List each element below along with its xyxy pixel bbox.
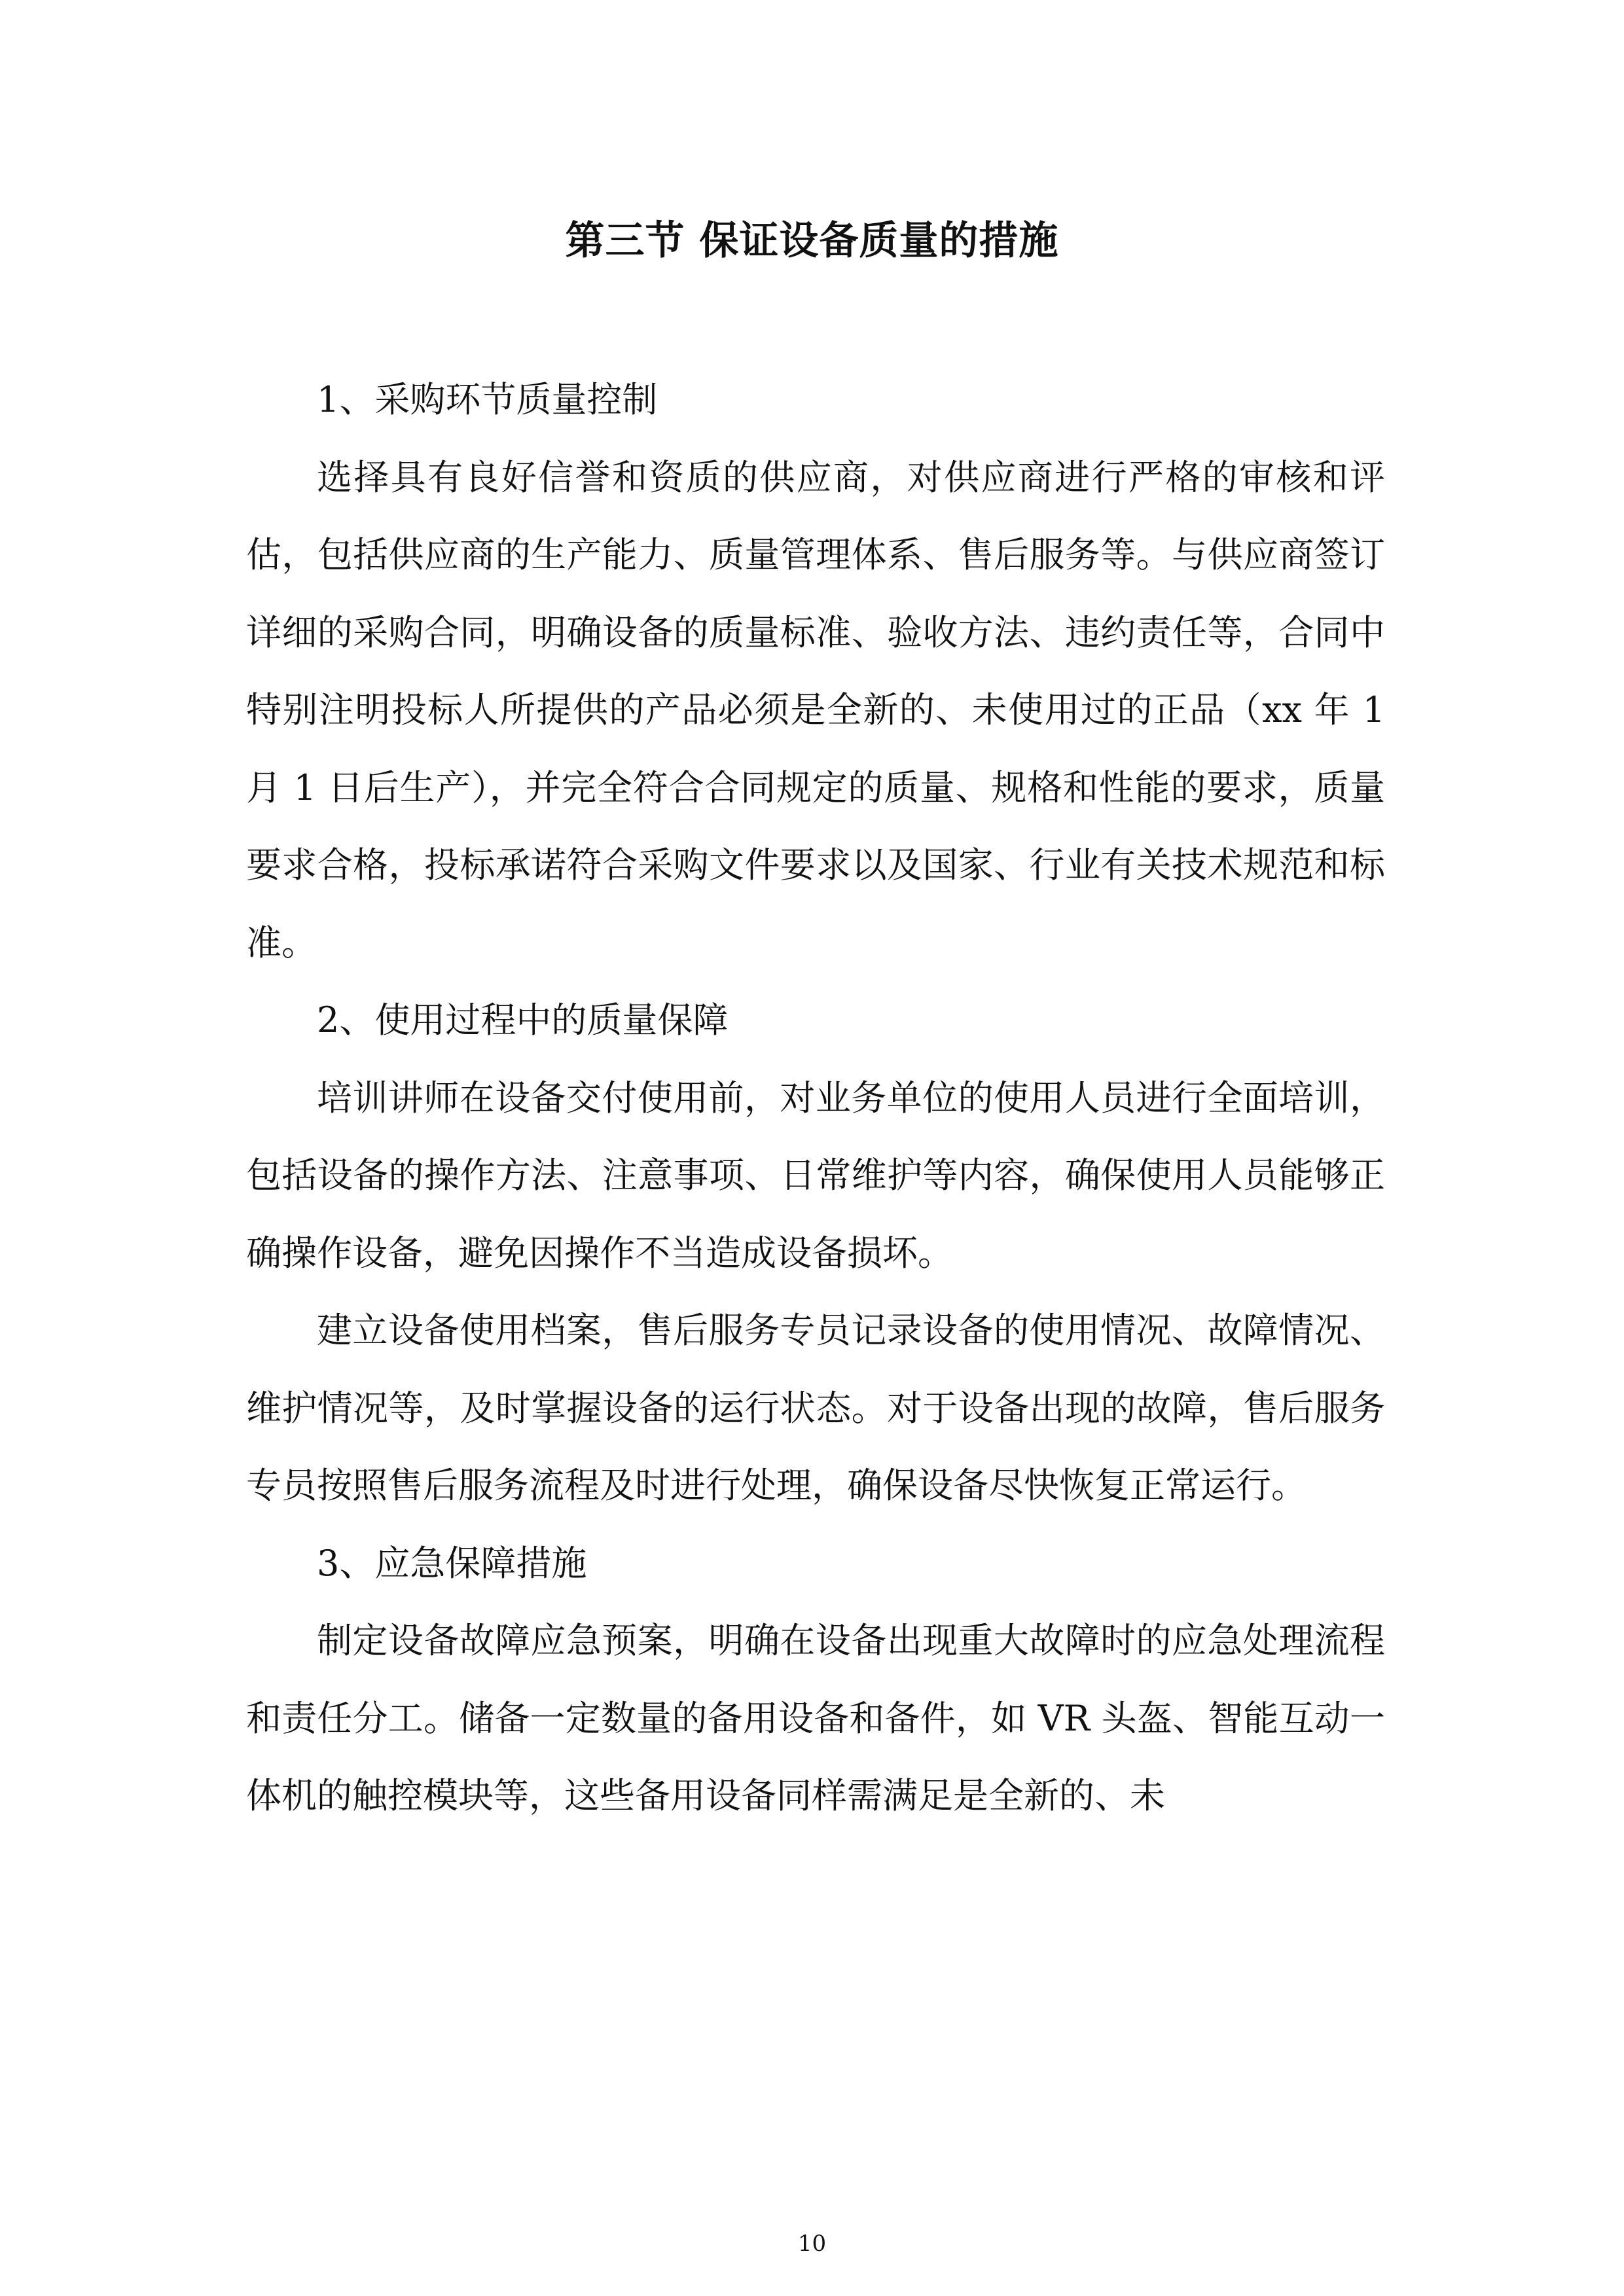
- page-number: 10: [797, 2231, 827, 2257]
- paragraph-supplier-selection: 选择具有良好信誉和资质的供应商，对供应商进行严格的审核和评估，包括供应商的生产能力、质量管理体系、售后服务等。与供应商签订详细的采购合同，明确设备的质量标准、验收方法、违约责任等，合同中特别注明投标人所提供的产品必须是全新的、未使用过的正品（xx 年 1 月 1 日后生产），并完全符合合同规定的质量、规格和性能的要求，质量要求合格，投标承诺符合采购文件要求以及国家、行业有关技术规范和标准。: [246, 456, 1385, 963]
- document-body: [246, 361, 1385, 1835]
- subheading-usage-quality: 2、使用过程中的质量保障: [317, 999, 729, 1041]
- subheading-procurement: 1、采购环节质量控制: [317, 379, 658, 420]
- paragraph-emergency-plan: 制定设备故障应急预案，明确在设备出现重大故障时的应急处理流程和责任分工。储备一定数量的备用设备和备件，如 VR 头盔、智能互动一体机的触控模块等，这些备用设备同样需满足是全新的、未: [246, 1620, 1385, 1816]
- section-title: 第三节 保证设备质量的措施: [565, 218, 1059, 264]
- paragraph-training: 培训讲师在设备交付使用前，对业务单位的使用人员进行全面培训，包括设备的操作方法、注意事项、日常维护等内容，确保使用人员能够正确操作设备，避免因操作不当造成设备损坏。: [246, 1077, 1385, 1274]
- subheading-emergency: 3、应急保障措施: [317, 1542, 587, 1584]
- paragraph-usage-records: 建立设备使用档案，售后服务专员记录设备的使用情况、故障情况、维护情况等，及时掌握设备的运行状态。对于设备出现的故障，售后服务专员按照售后服务流程及时进行处理，确保设备尽快恢复正常运行。: [246, 1310, 1385, 1506]
